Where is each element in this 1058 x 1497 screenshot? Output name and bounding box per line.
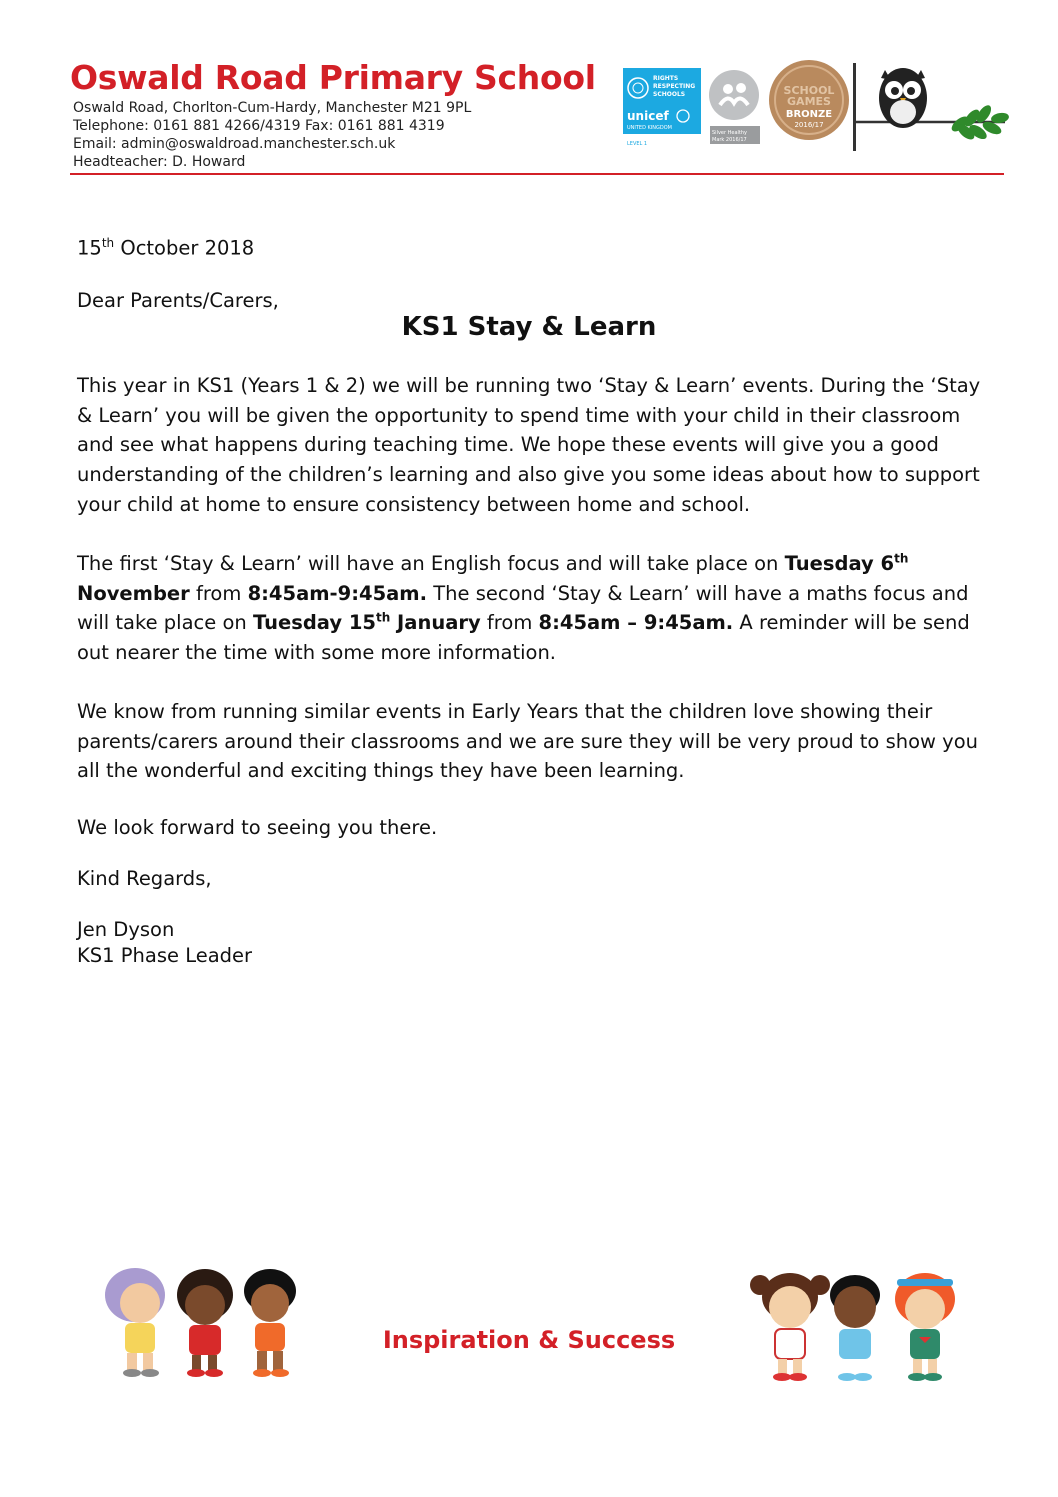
signer-role: KS1 Phase Leader: [77, 944, 253, 967]
svg-text:RESPECTING: RESPECTING: [653, 83, 696, 90]
svg-text:Mark 2016/17: Mark 2016/17: [712, 137, 747, 143]
school-name: Oswald Road Primary School: [70, 58, 596, 97]
signer-name: Jen Dyson: [77, 918, 175, 941]
headteacher: Headteacher: D. Howard: [73, 154, 246, 170]
svg-text:2016/17: 2016/17: [794, 121, 824, 129]
healthy-schools-badge: [709, 70, 760, 144]
svg-text:SCHOOL: SCHOOL: [783, 84, 835, 97]
children-illustration-left: [95, 1265, 315, 1385]
owl-logo: [853, 63, 1010, 151]
school-email: Email: admin@oswaldroad.manchester.sch.uk: [73, 136, 396, 152]
letterhead-divider: [70, 173, 1004, 175]
accreditation-logos: [620, 60, 1010, 155]
letter-title: KS1 Stay & Learn: [401, 312, 657, 342]
school-motto: Inspiration & Success: [382, 1326, 676, 1354]
svg-text:Silver Healthy: Silver Healthy: [712, 130, 748, 136]
svg-text:RIGHTS: RIGHTS: [653, 75, 679, 82]
school-telephone: Telephone: 0161 881 4266/4319 Fax: 0161 881 4319: [73, 118, 445, 134]
children-illustration-right: [745, 1265, 970, 1390]
school-address: Oswald Road, Chorlton-Cum-Hardy, Manchester M21 9PL: [73, 100, 472, 116]
paragraph-intro: This year in KS1 (Years 1 & 2) we will be running two ‘Stay & Learn’ events. During the ‘Stay & Learn’ you will be given the opportunity to spend time with your child in their classroom and see what happens during teaching time. We hope these events will give you a good understanding of the children’s learning and also give you some ideas about how to support your child at home to ensure consistency between home and school.: [77, 374, 981, 516]
salutation: Dear Parents/Carers,: [77, 289, 279, 312]
closing: Kind Regards,: [77, 867, 212, 890]
svg-text:SCHOOLS: SCHOOLS: [653, 91, 686, 98]
paragraph-early-years: We know from running similar events in Early Years that the children love showing their parents/carers around their classrooms and we are sure they will be very proud to show you all the wonderful and exciting things they have been learning.: [77, 700, 978, 783]
letter-date: 15th October 2018: [77, 236, 255, 260]
school-games-bronze-badge: [769, 60, 849, 140]
paragraph-look-forward: We look forward to seeing you there.: [77, 816, 438, 839]
svg-text:UNITED KINGDOM: UNITED KINGDOM: [627, 125, 672, 131]
svg-text:LEVEL 1: LEVEL 1: [627, 141, 648, 147]
paragraph-dates: The first ‘Stay & Learn’ will have an English focus and will take place on Tuesday 6th November from 8:45am-9:45am. The second ‘Stay & Learn’ will have a maths focus and will take place on Tuesday 15th January from 8:45am – 9:45am. A reminder will be send out nearer the time with some more information.: [77, 551, 970, 665]
unicef-wordmark: unicef: [627, 109, 669, 123]
svg-text:GAMES: GAMES: [787, 95, 831, 108]
unicef-rrs-badge: [623, 68, 701, 147]
svg-text:BRONZE: BRONZE: [785, 109, 833, 120]
